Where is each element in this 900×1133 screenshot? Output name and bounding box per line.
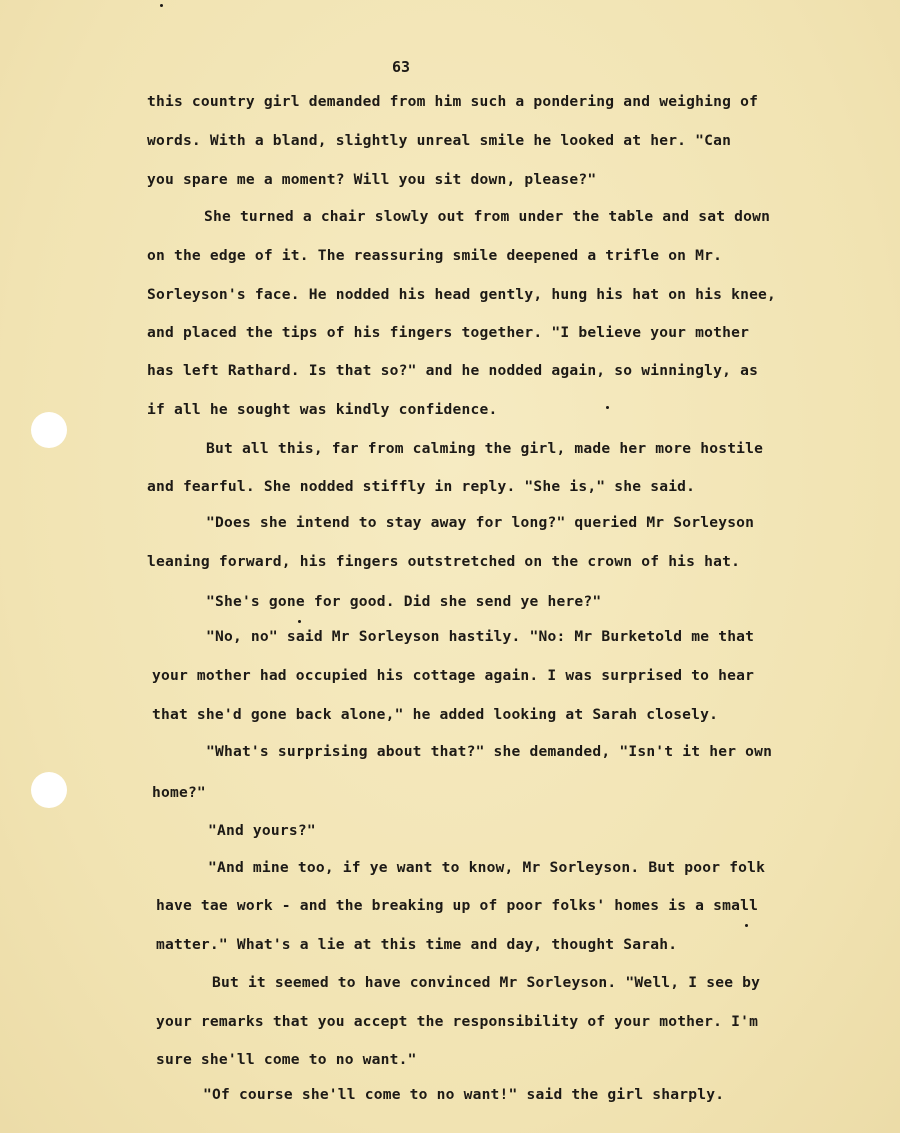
punch-hole-upper (31, 412, 67, 448)
text-line: your remarks that you accept the responsibility of your mother. I'm (156, 1013, 759, 1030)
text-line: But all this, far from calming the girl, made her more hostile (206, 440, 764, 457)
page-number: 63 (392, 58, 411, 76)
text-line: "Does she intend to stay away for long?" queried Mr Sorleyson (206, 514, 755, 531)
text-line: that she'd gone back alone," he added looking at Sarah closely. (152, 706, 719, 723)
text-line: this country girl demanded from him such a pondering and weighing of (147, 93, 759, 110)
text-line: Sorleyson's face. He nodded his head gently, hung his hat on his knee, (147, 286, 777, 303)
text-line: has left Rathard. Is that so?" and he nodded again, so winningly, as (147, 362, 759, 379)
text-line: She turned a chair slowly out from under the table and sat down (204, 208, 771, 225)
text-line: "And yours?" (208, 822, 316, 839)
text-line: leaning forward, his fingers outstretched on the crown of his hat. (147, 553, 741, 570)
text-line: you spare me a moment? Will you sit down, please?" (147, 171, 597, 188)
text-line: "No, no" said Mr Sorleyson hastily. "No: Mr Burketold me that (206, 628, 755, 645)
text-line: have tae work - and the breaking up of poor folks' homes is a small (156, 897, 759, 914)
text-line: if all he sought was kindly confidence. (147, 401, 498, 418)
text-line: "Of course she'll come to no want!" said the girl sharply. (203, 1086, 725, 1103)
text-line: your mother had occupied his cottage again. I was surprised to hear (152, 667, 755, 684)
text-line: "What's surprising about that?" she demanded, "Isn't it her own (206, 743, 773, 760)
ink-speck (606, 406, 609, 409)
text-line: But it seemed to have convinced Mr Sorleyson. "Well, I see by (212, 974, 761, 991)
text-line: "She's gone for good. Did she send ye here?" (206, 593, 602, 610)
text-line: on the edge of it. The reassuring smile deepened a trifle on Mr. (147, 247, 723, 264)
text-line: "And mine too, if ye want to know, Mr Sorleyson. But poor folk (208, 859, 766, 876)
ink-speck (160, 4, 163, 7)
text-line: words. With a bland, slightly unreal smile he looked at her. "Can (147, 132, 732, 149)
punch-hole-lower (31, 772, 67, 808)
ink-speck (298, 620, 301, 623)
ink-speck (745, 924, 748, 927)
text-line: sure she'll come to no want." (156, 1051, 417, 1068)
text-line: home?" (152, 784, 206, 801)
text-line: matter." What's a lie at this time and day, thought Sarah. (156, 936, 678, 953)
text-line: and placed the tips of his fingers together. "I believe your mother (147, 324, 750, 341)
text-line: and fearful. She nodded stiffly in reply. "She is," she said. (147, 478, 696, 495)
